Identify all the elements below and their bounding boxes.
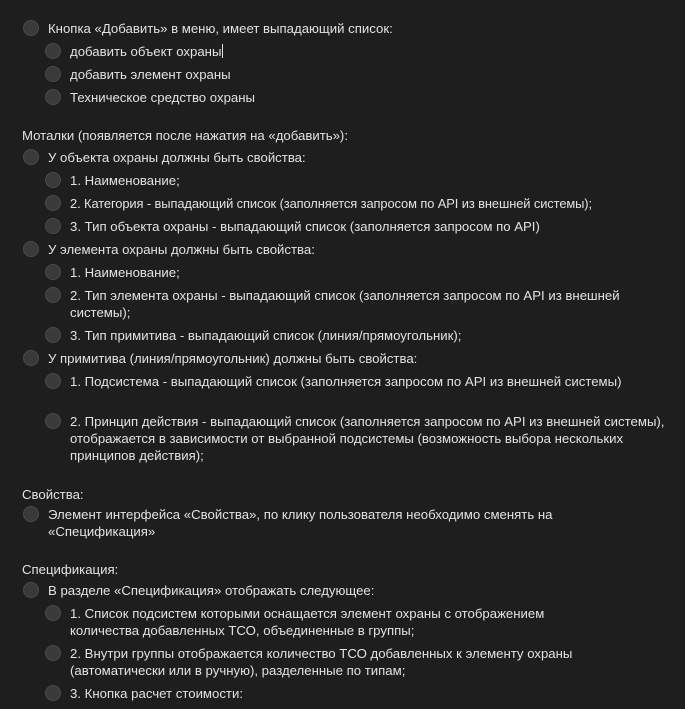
checkbox-circle[interactable]	[23, 241, 39, 257]
list-item	[0, 195, 677, 212]
list-item	[0, 645, 645, 679]
list-item	[0, 66, 677, 83]
list-item	[0, 506, 625, 540]
list-item	[0, 605, 615, 639]
list-item	[0, 264, 677, 281]
list-item	[0, 241, 677, 258]
list-item-text: Кнопка «Добавить» в меню, имеет выпадающий список:	[48, 21, 393, 36]
list-item-text: добавить элемент охраны	[70, 67, 231, 82]
checkbox-circle[interactable]	[45, 66, 61, 82]
section-heading: Моталки (появляется после нажатия на «добавить»):	[22, 128, 348, 143]
checkbox-circle[interactable]	[45, 413, 61, 429]
checkbox-circle[interactable]	[45, 89, 61, 105]
list-item	[0, 20, 677, 37]
list-item-text: В разделе «Спецификация» отображать следующее:	[48, 583, 375, 598]
list-item-text: Техническое средство охраны	[70, 90, 256, 105]
list-item	[0, 89, 677, 106]
list-item	[0, 350, 677, 367]
section-heading: Свойства:	[22, 487, 84, 502]
list-item-text: У элемента охраны должны быть свойства:	[48, 242, 315, 257]
list-item-text: 2. Тип элемента охраны - выпадающий список (заполняется запросом по API из внешней системы);	[70, 288, 620, 320]
checkbox-circle[interactable]	[23, 582, 39, 598]
checkbox-circle[interactable]	[45, 605, 61, 621]
checkbox-circle[interactable]	[45, 287, 61, 303]
list-item-text: У объекта охраны должны быть свойства:	[48, 150, 306, 165]
text-cursor	[222, 44, 223, 58]
list-item-text: 1. Наименование;	[70, 265, 180, 280]
list-item	[0, 149, 677, 166]
list-item	[0, 373, 635, 390]
list-item	[0, 685, 677, 702]
list-item	[0, 327, 677, 344]
list-item-text: 2. Внутри группы отображается количество ТСО добавленных к элементу охраны (автоматически или в ручную), разделенные по типам;	[70, 646, 573, 678]
list-item	[0, 172, 677, 189]
checkbox-circle[interactable]	[45, 172, 61, 188]
list-item-text: 1. Список подсистем которыми оснащается элемент охраны с отображением количества добавленных ТСО, объединенные в группы;	[70, 606, 545, 638]
checkbox-circle[interactable]	[23, 20, 39, 36]
list-item-text: У примитива (линия/прямоугольник) должны быть свойства:	[48, 351, 418, 366]
list-item	[0, 582, 677, 599]
list-item-text: 1. Наименование;	[70, 173, 180, 188]
checkbox-circle[interactable]	[45, 195, 61, 211]
list-item	[0, 413, 670, 464]
list-item	[0, 43, 677, 60]
list-item-text: 3. Тип примитива - выпадающий список (линия/прямоугольник);	[70, 328, 462, 343]
checkbox-circle[interactable]	[45, 43, 61, 59]
list-item	[0, 218, 677, 235]
checkbox-circle[interactable]	[45, 373, 61, 389]
list-item-text: 2. Категория - выпадающий список (заполняется запросом по API из внешней системы);	[70, 196, 592, 211]
checkbox-circle[interactable]	[45, 645, 61, 661]
list-item	[0, 287, 635, 321]
list-item-text: Элемент интерфейса «Свойства», по клику пользователя необходимо сменять на «Спецификация»	[48, 507, 553, 539]
checkbox-circle[interactable]	[23, 149, 39, 165]
list-item-text: 1. Подсистема - выпадающий список (заполняется запросом по API из внешней системы)	[70, 374, 622, 389]
checkbox-circle[interactable]	[23, 506, 39, 522]
checkbox-circle[interactable]	[23, 350, 39, 366]
list-item-text: 3. Кнопка расчет стоимости:	[70, 686, 243, 701]
checkbox-circle[interactable]	[45, 264, 61, 280]
checkbox-circle[interactable]	[45, 327, 61, 343]
checkbox-circle[interactable]	[45, 218, 61, 234]
list-item-text[interactable]: добавить объект охраны	[70, 44, 222, 59]
list-item-text: 3. Тип объекта охраны - выпадающий список (заполняется запросом по API)	[70, 219, 540, 234]
list-item-text: 2. Принцип действия - выпадающий список (заполняется запросом по API из внешней системы), отображается в зависимости от выбранной подсистемы (возможность выбора нескольких принципов действия);	[70, 414, 665, 463]
section-heading: Спецификация:	[22, 562, 119, 577]
checkbox-circle[interactable]	[45, 685, 61, 701]
